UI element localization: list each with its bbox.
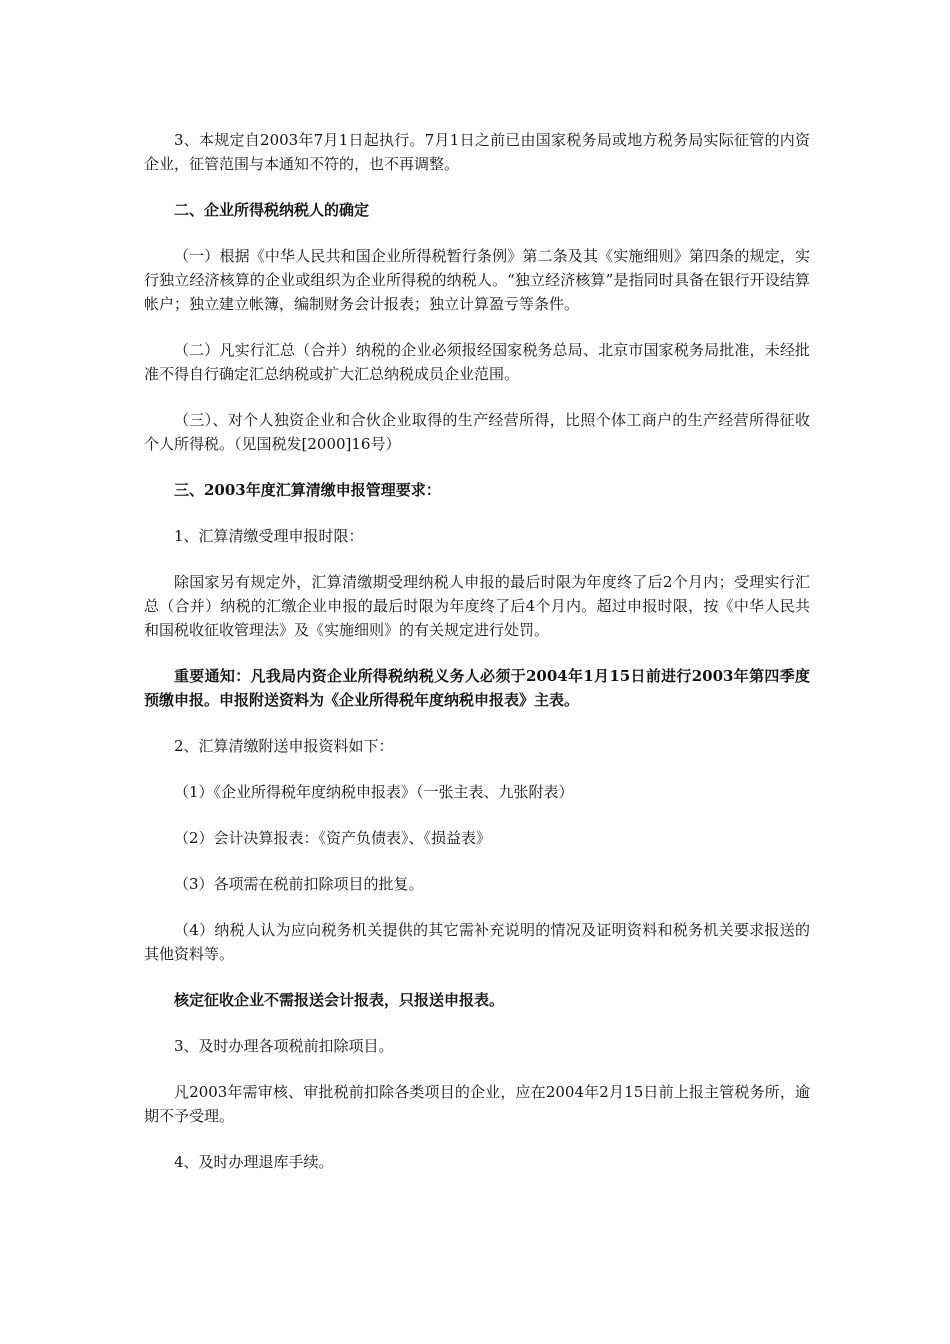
section-heading-taxpayer: 二、企业所得税纳税人的确定 (174, 201, 370, 219)
paragraph-refund-heading: 4、及时办理退库手续。 (174, 1153, 334, 1171)
paragraph-deadline-heading: 1、汇算清缴受理申报时限： (174, 527, 364, 545)
list-item-annual-return: （1）《企业所得税年度纳税申报表》（一张主表、九张附表） (174, 783, 574, 801)
paragraph-deadline-details: 除国家另有规定外，汇算清缴期受理纳税人申报的最后时限为年度终了后2个月内；受理实行汇总（合并）纳税的汇缴企业申报的最后时限为年度终了后4个月内。超过申报时限，按《中华人民共和国税收征收管理法》及《实施细则》的有关规定进行处罚。 (144, 573, 810, 639)
document-body (144, 128, 810, 1174)
paragraph-deductions-details: 凡2003年需审核、审批税前扣除各类项目的企业，应在2004年2月15日前上报主管税务所，逾期不予受理。 (144, 1083, 810, 1125)
paragraph-taxpayer-definition: （一）根据《中华人民共和国企业所得税暂行条例》第二条及其《实施细则》第四条的规定，实行独立经济核算的企业或组织为企业所得税的纳税人。“独立经济核算”是指同时具备在银行开设结算帐户；独立建立帐簿，编制财务会计报表；独立计算盈亏等条件。 (144, 247, 810, 313)
paragraph-consolidated-tax: （二）凡实行汇总（合并）纳税的企业必须报经国家税务总局、北京市国家税务局批准，未经批准不得自行确定汇总纳税或扩大汇总纳税成员企业范围。 (144, 341, 810, 383)
note-assessed-enterprises: 核定征收企业不需报送会计报表，只报送申报表。 (174, 991, 505, 1009)
list-item-other-materials: （4）纳税人认为应向税务机关提供的其它需补充说明的情况及证明资料和税务机关要求报送的其他资料等。 (144, 921, 810, 963)
list-item-financial-statements: （2）会计决算报表：《资产负债表》、《损益表》 (174, 829, 492, 847)
paragraph-deductions-heading: 3、及时办理各项税前扣除项目。 (174, 1037, 394, 1055)
important-notice: 重要通知：凡我局内资企业所得税纳税义务人必须于2004年1月15日前进行2003年第四季度预缴申报。申报附送资料为《企业所得税年度纳税申报表》主表。 (144, 667, 810, 709)
paragraph-sole-proprietorship: （三）、对个人独资企业和合伙企业取得的生产经营所得，比照个体工商户的生产经营所得征收个人所得税。（见国税发[2000]16号） (144, 411, 810, 453)
list-item-deduction-approval: （3）各项需在税前扣除项目的批复。 (174, 875, 424, 893)
section-heading-settlement: 三、2003年度汇算清缴申报管理要求： (174, 481, 441, 499)
paragraph-effective-date: 3、本规定自2003年7月1日起执行。7月1日之前已由国家税务局或地方税务局实际征管的内资企业，征管范围与本通知不符的，也不再调整。 (144, 131, 810, 173)
paragraph-materials-heading: 2、汇算清缴附送申报资料如下： (174, 737, 394, 755)
